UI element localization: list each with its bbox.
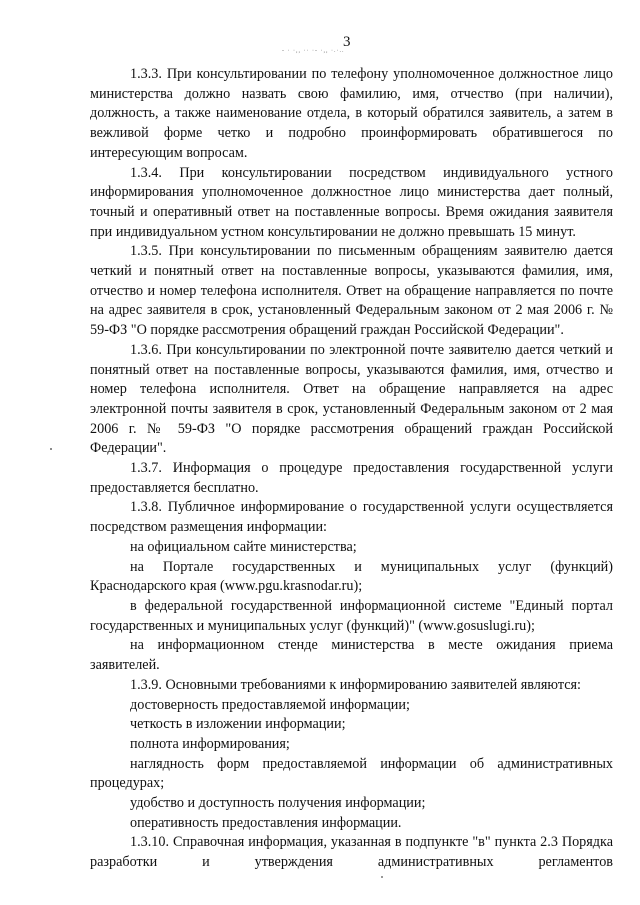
paragraph-1-3-6: 1.3.6. При консультировании по электронной почте заявителю дается четкий и понятный ответ на поставленные вопросы, указываются фамилия, имя, отчество и номер телефона исполнителя. Ответ на обращение направляется на адрес электронной почты заявителя в срок, установленный Федеральным законом от 2 мая 2006 г. № 59-ФЗ "О порядке рассмотрения обращений граждан Российской Федерации".	[90, 341, 613, 457]
paragraph-1-3-9: 1.3.9. Основными требованиями к информированию заявителей являются:	[130, 676, 581, 693]
page-number: 3	[343, 34, 351, 50]
paragraph-1-3-8: 1.3.8. Публичное информирование о государственной услуги осуществляется посредством размещения информации:	[90, 499, 613, 536]
requirement-item: четкость в изложении информации;	[130, 716, 346, 733]
requirement-item: оперативность предоставления информации.	[130, 814, 402, 831]
paragraph-1-3-10: 1.3.10. Справочная информация, указанная в подпункте "в" пункта 2.3 Порядка разработки и утверждения административных регламентов	[90, 834, 613, 871]
scan-speck	[50, 448, 52, 450]
document-body	[90, 65, 613, 873]
paragraph-1-3-4: 1.3.4. При консультировании посредством индивидуального устного информирования уполномоченное должностное лицо министерства дает полный, точный и оперативный ответ на поставленные вопросы. Время ожидания заявителя при индивидуальном устном консультировании не должно превышать 15 минут.	[90, 164, 613, 240]
requirement-item: полнота информирования;	[130, 735, 290, 752]
list-item-official-site: на официальном сайте министерства;	[130, 538, 357, 555]
list-item-federal-portal: в федеральной государственной информационной системе "Единый портал государственных и муниципальных услуг (функций)" (www.gosuslugi.ru);	[90, 597, 613, 634]
requirement-item: удобство и доступность получения информации;	[130, 795, 426, 812]
scan-mark: - · ·,, ·· ·- ·,, ·.·..	[282, 48, 345, 54]
requirement-item: достоверность предоставляемой информации;	[130, 696, 410, 713]
paragraph-1-3-5: 1.3.5. При консультировании по письменным обращениям заявителю дается четкий и понятный ответ на поставленные вопросы, указываются фамилия, имя, отчество и номер телефона исполнителя. Ответ на обращение направляется по почте на адрес заявителя в срок, установленный Федеральным законом от 2 мая 2006 г. № 59-ФЗ "О порядке рассмотрения обращений граждан Российской Федерации".	[90, 243, 613, 339]
list-item-regional-portal: на Портале государственных и муниципальных услуг (функций) Краснодарского края (www.pgu.krasnodar.ru);	[90, 558, 613, 595]
scan-speck	[381, 876, 383, 878]
paragraph-1-3-7: 1.3.7. Информация о процедуре предоставления государственной услуги предоставляется бесплатно.	[90, 460, 613, 496]
list-item-info-stand: на информационном стенде министерства в месте ожидания приема заявителей.	[90, 637, 613, 674]
requirement-item: наглядность форм предоставляемой информации об административных процедурах;	[90, 755, 613, 792]
paragraph-1-3-3: 1.3.3. При консультировании по телефону уполномоченное должностное лицо министерства должно назвать свою фамилию, имя, отчество (при наличии), должность, а также наименование отдела, в который обратился заявитель, а затем в вежливой форме четко и подробно проинформировать обратившегося по интересующим вопросам.	[90, 66, 613, 161]
